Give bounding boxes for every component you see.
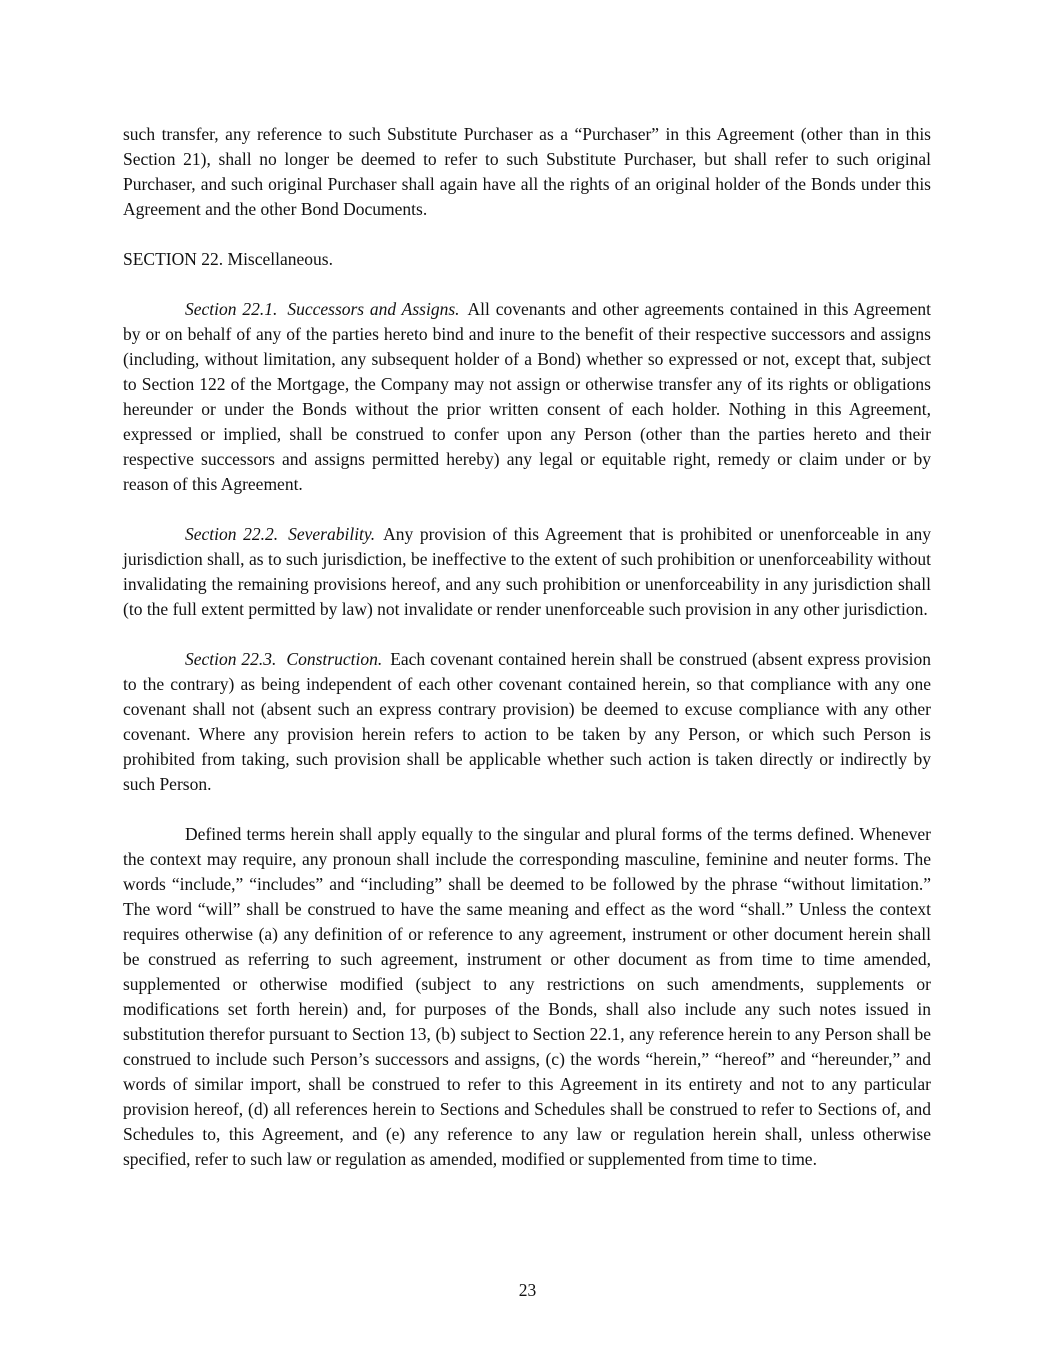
section-22-2-title: Severability. [288, 524, 376, 544]
section-22-1-title: Successors and Assigns. [287, 299, 460, 319]
section-22-heading: SECTION 22. Miscellaneous. [123, 249, 333, 269]
section-22-1-body: All covenants and other agreements contained in this Agreement by or on behalf of any of the parties hereto bind and inure to the benefit of their respective successors and assigns (including, without limitation, any subsequent holder of a Bond) whether so expressed or not, except that, subject to Section 122 of the Mortgage, the Company may not assign or otherwise transfer any of its rights or obligations hereunder or under the Bonds without the prior written consent of each holder. Nothing in this Agreement, expressed or implied, shall be construed to confer upon any Person (other than the parties hereto and their respective successors and assigns permitted hereby) any legal or equitable right, remedy or claim under or by reason of this Agreement. [123, 299, 931, 494]
paragraph-section-22-2 [123, 522, 931, 622]
paragraph-continuation: such transfer, any reference to such Substitute Purchaser as a “Purchaser” in this Agreement (other than in this Section 21), shall no longer be deemed to refer to such Substitute Purchaser, but shall refer to such original Purchaser, and such original Purchaser shall again have all the rights of an original holder of the Bonds under this Agreement and the other Bond Documents. [123, 124, 931, 219]
section-22-1-label: Section 22.1. [185, 299, 278, 319]
page-number: 23 [518, 1280, 537, 1300]
paragraph-section-22-1 [123, 297, 931, 497]
section-22-3-label: Section 22.3. [185, 649, 277, 669]
paragraph-defined-terms: Defined terms herein shall apply equally to the singular and plural forms of the terms defined. Whenever the context may require, any pronoun shall include the corresponding masculine, feminine and neuter forms. The words “include,” “includes” and “including” shall be deemed to be followed by the phrase “without limitation.” The word “will” shall be construed to have the same meaning and effect as the word “shall.” Unless the context requires otherwise (a) any definition of or reference to any agreement, instrument or other document herein shall be construed as referring to such agreement, instrument or other document as from time to time amended, supplemented or otherwise modified (subject to any restrictions on such amendments, supplements or modifications set forth herein) and, for purposes of the Bonds, shall also include any such notes issued in substitution therefor pursuant to Section 13, (b) subject to Section 22.1, any reference herein to any Person shall be construed to include such Person’s successors and assigns, (c) the words “herein,” “hereof” and “hereunder,” and words of similar import, shall be construed to refer to this Agreement in its entirety and not to any particular provision hereof, (d) all references herein to Sections and Schedules shall be construed to refer to Sections of, and Schedules to, this Agreement, and (e) any reference to any law or regulation herein shall, unless otherwise specified, refer to such law or regulation as amended, modified or supplemented from time to time. [123, 824, 931, 1169]
section-22-3-body: Each covenant contained herein shall be construed (absent express provision to the contrary) as being independent of each other covenant contained herein, so that compliance with any one covenant shall not (absent such an express contrary provision) be deemed to excuse compliance with any other covenant. Where any provision herein refers to action to be taken by any Person, or which such Person is prohibited from taking, such provision shall be applicable whether such action is taken directly or indirectly by such Person. [123, 649, 931, 794]
section-22-3-title: Construction. [286, 649, 383, 669]
paragraph-section-22-3 [123, 647, 931, 797]
section-22-2-label: Section 22.2. [185, 524, 279, 544]
page-content [123, 122, 931, 1197]
section-22-2-body: Any provision of this Agreement that is prohibited or unenforceable in any jurisdiction shall, as to such jurisdiction, be ineffective to the extent of such prohibition or unenforceability without invalidating the remaining provisions hereof, and any such prohibition or unenforceability in any jurisdiction shall (to the full extent permitted by law) not invalidate or render unenforceable such provision in any other jurisdiction. [123, 524, 931, 619]
